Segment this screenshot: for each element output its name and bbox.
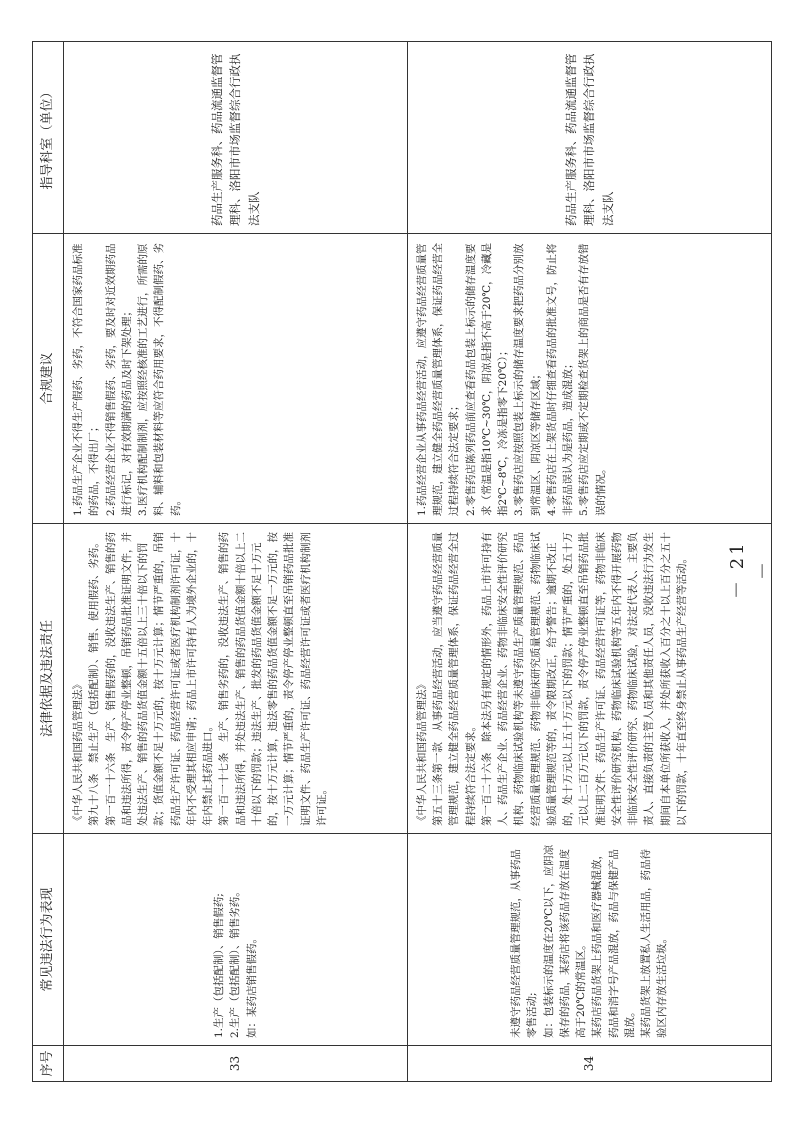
basis-line: 第一百一十六条 生产、销售假药的，没收违法生产、销售的药品和违法所得，责令停产停业整顿，吊销药品批准证明文件，并处违法生产、销售的药品货值金额十五倍以上三十倍以下的罚款；货值金额不足十万元的，按十万元计算；情节严重的，吊销药品生产许可证、药品经营许可证或者医疗机构制剂许可证，十年内不受理其相应申请；药品上市许可持有人为境外企业的，十年内禁止其药品进口。 (104, 532, 215, 826)
dept-cell: 药品生产服务科、药品流通监督管理科、洛阳市市场监督综合行政执法支队 (64, 42, 408, 234)
header-advice: 合规建议 (33, 234, 64, 524)
advice-line: 1.药品生产企业不得生产假药、劣药，不符合国家药品标准的药品，不得出厂； (72, 243, 101, 516)
violations-table (32, 41, 772, 1082)
row-number: 34 (407, 1046, 771, 1082)
behavior-line: 某药店药品货架上药品和医疗器械混放，药品和消字号产品混放，药品与保健产品混放。 (591, 849, 636, 1038)
basis-line: 第一百二十六条 除本法另有规定的情形外，药品上市许可持有人、药品生产企业、药品经营企业、药物非临床安全性评价研究机构、药物临床试验机构等未遵守药品生产质量管理规范、药品经营质量管理规范、药物非临床研究质量管理规范、药物临床试验质量管理规范等的，责令限期改正，给予警告；逾期不改正的，处十万元以上五十万元以下的罚款；情节严重的，处五十万元以上二百万元以下的罚款，责令停产停业整顿直至吊销药品批准证明文件、药品生产许可证、药品经营许可证等，药物非临床安全性评价研究机构、药物临床试验机构等五年内不得开展药物非临床安全性评价研究、药物临床试验，对法定代表人、主要负责人、直接负责的主管人员和其他责任人员，没收违法行为发生期间自本单位所获收入，并处所获收入百分之十以上百分之五十以下的罚款，十年直至终身禁止从事药品生产经营等活动。 (480, 532, 689, 826)
behavior-line: 未遵守药品经营质量管理规范，从事药品零售活动; (510, 849, 539, 1038)
advice-cell (407, 234, 771, 524)
basis-line: 第一百一十七条 生产、销售劣药的，没收违法生产、销售的药品和违法所得，并处违法生产、销售的药品货值金额十倍以上二十倍以下的罚款；违法生产、批发的药品货值金额不足十万元的，按十万元计算，违法零售的药品货值金额不足一万元的，按一万元计算；情节严重的，责令停产停业整顿直至吊销药品批准证明文件、药品生产许可证、药品经营许可证或者医疗机构制剂许可证。 (218, 532, 328, 826)
table-header-row (33, 42, 64, 1082)
header-dept: 指导科室（单位） (33, 42, 64, 234)
behavior-cell (407, 834, 771, 1046)
dept-cell: 药品生产服务科、药品流通监督管理科、洛阳市市场监督综合行政执法支队 (407, 42, 771, 234)
behavior-line: 如：某药店销售假药。 (245, 933, 258, 1038)
header-basis: 法律依据及违法责任 (33, 524, 64, 834)
basis-cell (64, 524, 408, 834)
page-number: － 21 － (727, 540, 774, 600)
table-row (407, 42, 771, 1082)
header-behavior: 常见违法行为表现 (33, 834, 64, 1046)
advice-line: 2.药品经营企业不得销售假药、劣药，要及时对近效期药品进行标记，对有效期满的药品及时下架处理； (104, 243, 133, 516)
advice-line: 3.医疗机构配制制剂，应按照经核准的工艺进行，所需的原料、辅料和包装材料等应符合药用要求，不得配制假药、劣药。 (137, 243, 182, 516)
behavior-line: 2.生产（包括配制）、销售劣药。 (229, 886, 242, 1038)
rotated-page (32, 42, 772, 1082)
table-row (64, 42, 408, 1082)
advice-cell (64, 234, 408, 524)
behavior-line: 1.生产（包括配制）、销售假药; (212, 893, 225, 1038)
behavior-cell (64, 834, 408, 1046)
advice-line: 2.零售药店陈列药品前应查看药品包装上标示的储存温度要求（常温是指10℃~30℃，阴凉是指不高于20℃，冷藏是指2℃~8℃，冷冻是指零下20℃）； (464, 242, 510, 516)
basis-line: 第五十三条第一款 从事药品经营活动，应当遵守药品经营质量管理规范，建立健全药品经营质量管理体系，保证药品经营全过程持续符合法定要求。 (432, 532, 477, 826)
behavior-line: 某药品货架上放置私人生活用品，药品待验区内存放生活垃圾。 (640, 849, 669, 1038)
basis-line: 《中华人民共和国药品管理法》 (72, 679, 84, 826)
behavior-line: 如：包装标示的温度在20℃以下，应阴凉保存的药品，某药店将该药品存放在温度高于20℃的常温区。 (542, 844, 588, 1038)
basis-cell (407, 524, 774, 834)
basis-line: 《中华人民共和国药品管理法》 (415, 679, 428, 826)
advice-line: 5.零售药店应定期或不定期检查货架上的商品是否有存放错误的情况。 (578, 243, 607, 516)
basis-line: 第九十八条 禁止生产（包括配制）、销售、使用假药、劣药。 (88, 537, 101, 826)
advice-line: 1.药品经营企业从事药品经营活动，应遵守药品经营质量管理规范，建立健全药品经营质量管理体系，保证药品经营全过程持续符合法定要求； (415, 243, 461, 516)
header-no: 序号 (33, 1046, 64, 1082)
row-number: 33 (64, 1046, 408, 1082)
advice-line: 3.零售药店应按照包装上标示的储存温度要求把药品分别放到常温区、阴凉区等储存区域； (513, 243, 542, 516)
advice-line: 4.零售药店在上架货品时仔细查看药品的批准文号，防止将非药品误认为是药品，造成混放； (545, 243, 575, 516)
